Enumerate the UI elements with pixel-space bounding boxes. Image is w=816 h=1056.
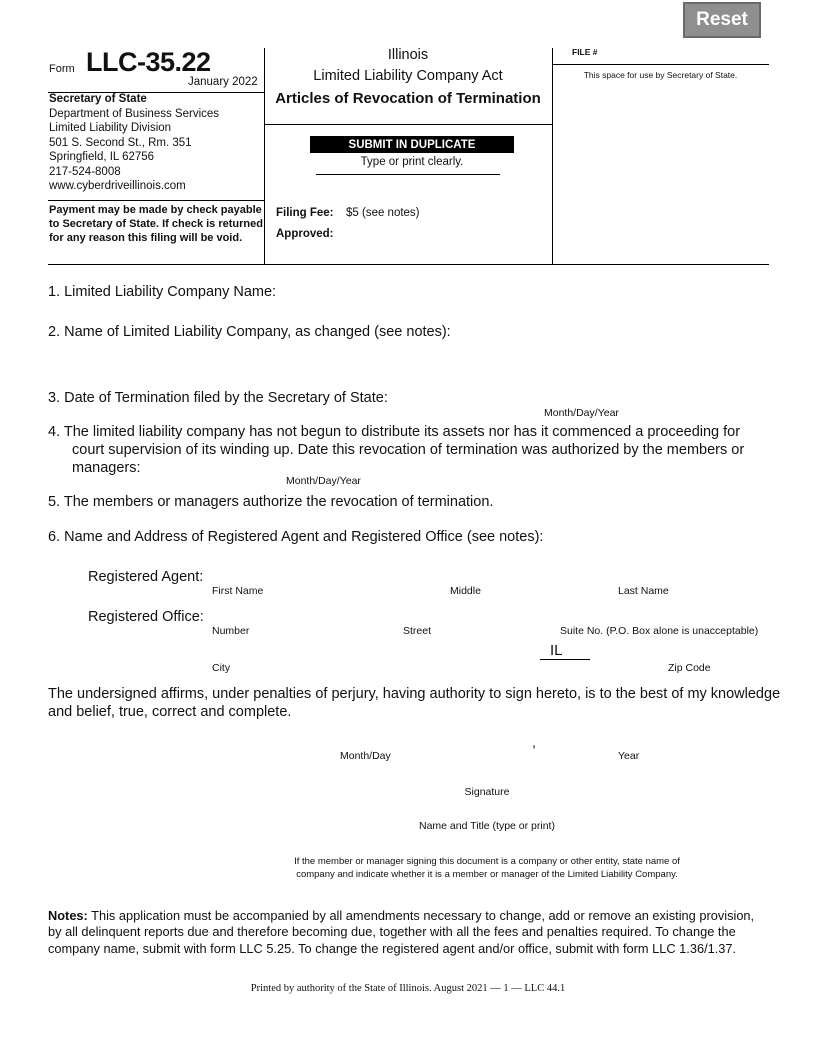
zip-code-input[interactable] <box>590 642 764 660</box>
registered-agent-input[interactable] <box>210 565 764 583</box>
file-number-label: FILE # <box>572 47 598 57</box>
header-rule-payment <box>48 200 264 201</box>
header-rule-file <box>552 64 769 65</box>
printed-by-footer: Printed by authority of the State of Illinois. August 2021 — 1 — LLC 44.1 <box>250 983 566 994</box>
street-caption: Street <box>403 625 432 637</box>
entity-note <box>210 856 764 881</box>
month-day-caption: Month/Day <box>340 750 391 762</box>
item6-label: 6. Name and Address of Registered Agent and Registered Office (see notes): <box>48 529 544 545</box>
agency-line: Department of Business Services <box>49 108 220 120</box>
header-rule-bottom <box>48 264 769 265</box>
item3-label: 3. Date of Termination filed by the Secretary of State: <box>48 390 388 406</box>
payment-note: Payment may be made by check payable to Secretary of State. If check is returned for any reason this filing will be void. <box>49 204 263 245</box>
registered-agent-label: Registered Agent: <box>88 569 204 585</box>
act-name: Limited Liability Company Act <box>313 68 503 84</box>
form-date: January 2022 <box>188 76 258 88</box>
sos-use-note: This space for use by Secretary of State. <box>583 70 738 80</box>
agency-line: Limited Liability Division <box>49 122 172 135</box>
item4-date-caption: Month/Day/Year <box>286 475 361 487</box>
last-name-caption: Last Name <box>618 585 669 597</box>
item4-line3: managers: <box>72 460 141 476</box>
registered-office-label: Registered Office: <box>88 609 204 625</box>
item2-label: 2. Name of Limited Liability Company, as changed (see notes): <box>48 324 451 340</box>
notes-line: company name, submit with form LLC 5.25. To change the registered agent and/or office, submit with form LLC 1.36/1.37. <box>48 940 737 956</box>
state-il-value: IL <box>540 642 590 660</box>
notes-block <box>48 908 778 957</box>
reset-button[interactable]: Reset <box>683 2 761 38</box>
name-title-input[interactable] <box>210 801 764 819</box>
item5-label: 5. The members or managers authorize the revocation of termination. <box>48 494 494 510</box>
number-caption: Number <box>212 625 250 637</box>
authorization-date-input[interactable] <box>145 457 764 475</box>
filing-fee-value: $5 (see notes) <box>346 207 420 219</box>
suite-caption: Suite No. (P.O. Box alone is unacceptable) <box>560 625 759 637</box>
form-number: LLC-35.22 <box>86 47 211 77</box>
signature-input[interactable] <box>210 765 764 783</box>
agency-line: 217-524-8008 <box>49 165 121 178</box>
city-input[interactable] <box>210 642 540 660</box>
form-prefix: Form <box>49 63 75 75</box>
entity-note-line: company and indicate whether it is a member or manager of the Limited Liability Company. <box>296 868 678 880</box>
year-caption: Year <box>618 750 640 762</box>
agency-address <box>49 107 219 193</box>
notes-line <box>48 908 778 924</box>
agency-name: Secretary of State <box>49 93 147 105</box>
signed-year-input[interactable] <box>537 730 764 748</box>
termination-date-input[interactable] <box>400 387 764 405</box>
llc-name-input[interactable] <box>292 283 764 301</box>
header-divider-right <box>552 48 553 264</box>
date-comma: , <box>532 734 536 750</box>
item4-line2: court supervision of its winding up. Date this revocation of termination was authorized by the members or <box>72 442 745 458</box>
notes-label: Notes: <box>48 908 88 923</box>
agency-website: www.cyberdriveillinois.com <box>49 180 186 193</box>
agency-line: 501 S. Second St., Rm. 351 <box>49 136 192 149</box>
affirmation-line1: The undersigned affirms, under penalties of perjury, having authority to sign hereto, is to the best of my knowledge <box>48 686 781 702</box>
city-caption: City <box>212 662 231 674</box>
first-name-caption: First Name <box>212 585 264 597</box>
notes-line: by all delinquent reports due and therefore becoming due, together with all the fees and penalties required. To change the <box>48 924 736 940</box>
approved-label: Approved: <box>276 228 334 240</box>
item3-date-caption: Month/Day/Year <box>544 407 619 419</box>
filing-fee-label: Filing Fee: <box>276 207 334 219</box>
middle-caption: Middle <box>450 585 481 597</box>
notes-text: This application must be accompanied by all amendments necessary to change, add or remove an existing provision, <box>87 908 755 923</box>
form-title: Articles of Revocation of Termination <box>275 90 541 107</box>
state-name: Illinois <box>387 47 429 63</box>
type-print-note: Type or print clearly. <box>360 156 464 168</box>
name-title-caption: Name and Title (type or print) <box>419 820 555 832</box>
registered-office-input[interactable] <box>210 605 764 623</box>
signed-month-day-input[interactable] <box>210 730 532 748</box>
item4-line1: 4. The limited liability company has not begun to distribute its assets nor has it commenced a proceeding for <box>48 424 741 440</box>
agency-line: Springfield, IL 62756 <box>49 151 155 164</box>
entity-name-input[interactable] <box>210 835 764 853</box>
llc-changed-name-input[interactable] <box>84 345 764 363</box>
header-rule-title <box>264 124 552 125</box>
entity-note-line: If the member or manager signing this document is a company or other entity, state name of <box>294 856 680 867</box>
type-print-rule <box>316 174 500 175</box>
signature-caption: Signature <box>464 786 510 798</box>
item1-label: 1. Limited Liability Company Name: <box>48 284 277 300</box>
affirmation-line2: and belief, true, correct and complete. <box>48 704 292 720</box>
submit-in-duplicate-banner: SUBMIT IN DUPLICATE <box>310 136 514 153</box>
zip-caption: Zip Code <box>668 662 711 674</box>
